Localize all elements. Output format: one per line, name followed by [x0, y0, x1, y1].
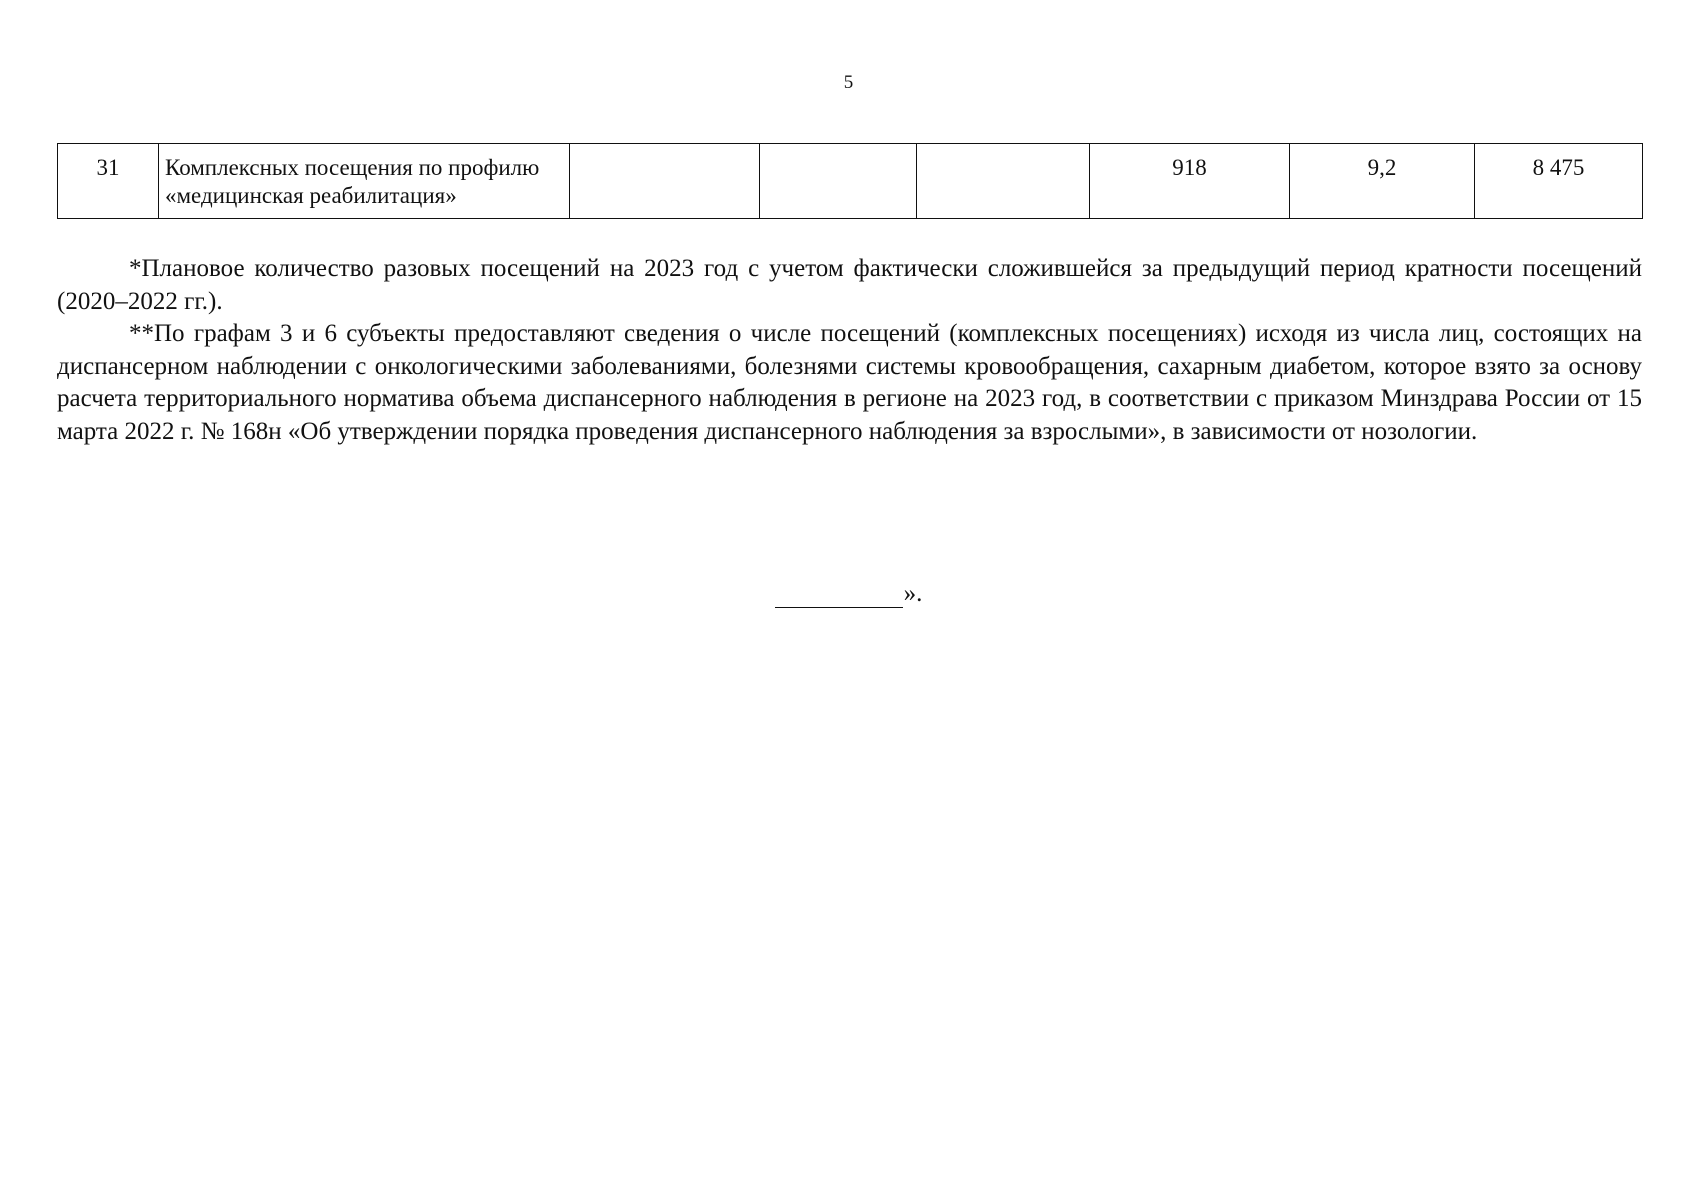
page-number: 5 — [843, 72, 854, 93]
footnotes — [57, 253, 1642, 448]
col8-cell: 8 475 — [1475, 144, 1643, 219]
row-number-cell: 31 — [58, 144, 159, 219]
col7-cell: 9,2 — [1290, 144, 1475, 219]
end-underline — [775, 581, 903, 608]
col3-cell — [570, 144, 760, 219]
document-end-mark — [0, 580, 1697, 608]
col6-cell: 918 — [1090, 144, 1290, 219]
footnote-single-asterisk: *Плановое количество разовых посещений на 2023 год с учетом фактически сложившейся за предыдущий период кратности посещений (2020–2022 гг.). — [57, 255, 1642, 315]
end-quote: ». — [903, 580, 923, 607]
row-name-cell: Комплексных посещения по профилю «медицинская реабилитация» — [159, 144, 570, 219]
col5-cell — [917, 144, 1090, 219]
footnote-double-asterisk: **По графам 3 и 6 субъекты предоставляют сведения о числе посещений (комплексных посещениях) исходя из числа лиц, состоящих на диспансерном наблюдении с онкологическими заболеваниями, болезнями системы кровообращения, сахарным диабетом, которое взято за основу расчета территориального норматива объема диспансерного наблюдения в регионе на 2023 год, в соответствии с приказом Минздрава России от 15 марта 2022 г. № 168н «Об утверждении порядка проведения диспансерного наблюдения за взрослыми», в зависимости от нозологии. — [57, 320, 1642, 445]
col4-cell — [760, 144, 917, 219]
data-table — [57, 143, 1643, 219]
table-row — [58, 144, 1643, 219]
